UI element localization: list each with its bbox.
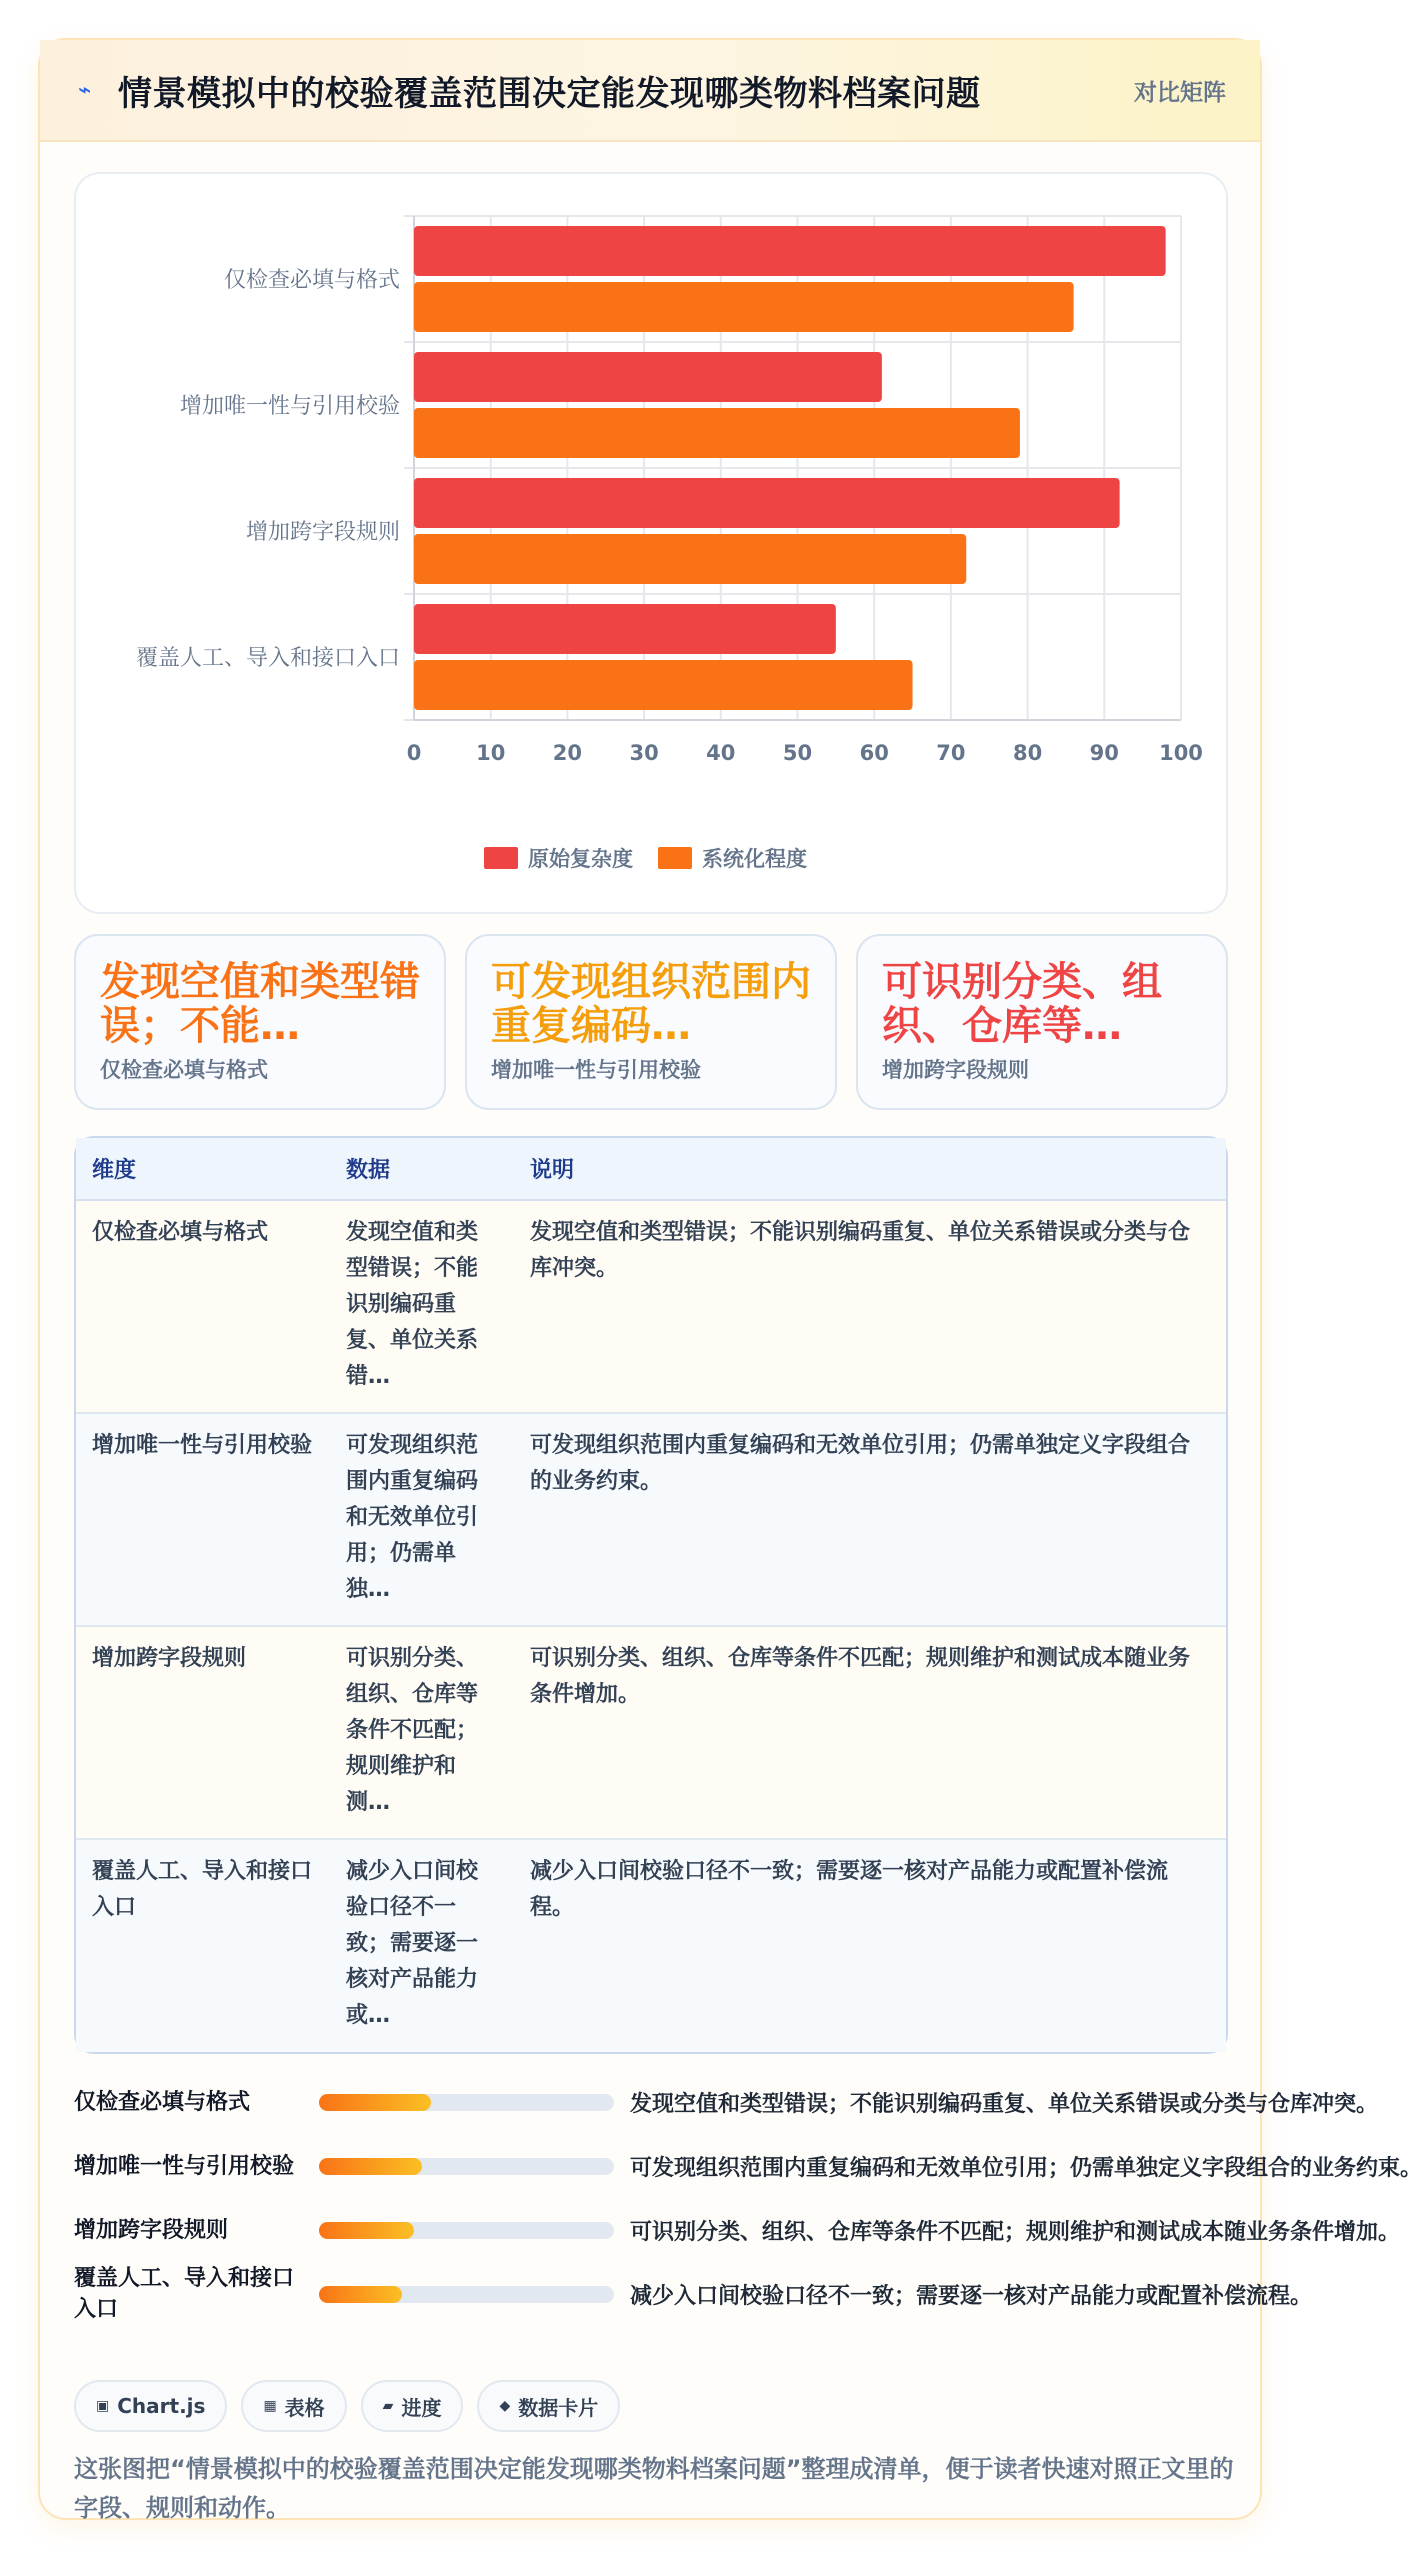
table-row bbox=[76, 1413, 1226, 1626]
category-label: 增加跨字段规则 bbox=[245, 520, 400, 545]
bar-raw-complexity bbox=[414, 604, 836, 654]
cell-data: 减少入口间校验口径不一致；需要逐一核对产品能力或… bbox=[346, 1859, 479, 2028]
table-header-row bbox=[76, 1138, 1226, 1200]
x-tick-label: 50 bbox=[782, 741, 813, 765]
progress-label: 增加唯一性与引用校验 bbox=[74, 2153, 295, 2179]
progress-text: 发现空值和类型错误；不能识别编码重复、单位关系错误或分类与仓库冲突。 bbox=[630, 2091, 1379, 2117]
progress-label: 覆盖人工、导入和接口入口 bbox=[74, 2266, 295, 2322]
bar-chart bbox=[76, 174, 1230, 916]
stat-label: 增加唯一性与引用校验 bbox=[491, 1058, 701, 1082]
cell-dimension: 增加唯一性与引用校验 bbox=[76, 1413, 330, 1626]
x-tick-label: 90 bbox=[1089, 741, 1119, 765]
bar-systemization bbox=[414, 534, 966, 584]
main-card bbox=[38, 38, 1422, 2522]
category-label: 增加唯一性与引用校验 bbox=[179, 394, 400, 419]
legend-swatch bbox=[484, 847, 518, 869]
progress-track bbox=[319, 2158, 614, 2175]
progress-track bbox=[319, 2286, 614, 2303]
stat-value: 可识别分类、组织、仓库等… bbox=[882, 959, 1162, 1049]
x-tick-label: 60 bbox=[859, 741, 889, 765]
chip-progress[interactable] bbox=[361, 2380, 464, 2432]
page-title: 情景模拟中的校验覆盖范围决定能发现哪类物料档案问题 bbox=[118, 73, 981, 114]
chip-data-cards[interactable] bbox=[477, 2380, 620, 2432]
cell-data: 可识别分类、组织、仓库等条件不匹配；规则维护和测… bbox=[330, 1626, 514, 1839]
progress-icon: ▰ bbox=[382, 2398, 394, 2414]
footnote: 这张图把“情景模拟中的校验覆盖范围决定能发现哪类物料档案问题”整理成清单，便于读者快速对照正文里的字段、规则和动作。 bbox=[74, 2455, 1234, 2522]
x-tick-label: 40 bbox=[706, 741, 736, 765]
progress-label: 仅检查必填与格式 bbox=[74, 2089, 251, 2115]
progress-track bbox=[319, 2094, 614, 2111]
bar-raw-complexity bbox=[414, 352, 882, 402]
progress-fill bbox=[319, 2286, 402, 2303]
column-header: 说明 bbox=[514, 1138, 1226, 1200]
progress-row bbox=[74, 2134, 1422, 2198]
stat-card bbox=[465, 934, 837, 1110]
feature-chips bbox=[74, 2380, 620, 2432]
progress-fill bbox=[319, 2094, 431, 2111]
legend-label: 原始复杂度 bbox=[528, 847, 633, 871]
table-row bbox=[76, 1626, 1226, 1839]
category-label: 覆盖人工、导入和接口入口 bbox=[135, 646, 400, 671]
progress-text: 可识别分类、组织、仓库等条件不匹配；规则维护和测试成本随业务条件增加。 bbox=[630, 2219, 1401, 2245]
table-row bbox=[76, 1839, 1226, 2052]
bar-raw-complexity bbox=[414, 226, 1166, 276]
view-mode-tag[interactable]: 对比矩阵 bbox=[1134, 79, 1226, 106]
cell-data: 发现空值和类型错误；不能识别编码重复、单位关系错… bbox=[330, 1200, 514, 1413]
bar-systemization bbox=[414, 282, 1074, 332]
progress-row bbox=[74, 2070, 1379, 2134]
chip-label: 进度 bbox=[401, 2395, 442, 2420]
legend-label: 系统化程度 bbox=[702, 847, 807, 871]
cell-dimension: 覆盖人工、导入和接口入口 bbox=[92, 1859, 313, 1920]
progress-fill bbox=[319, 2222, 413, 2239]
cell-note: 发现空值和类型错误；不能识别编码重复、单位关系错误或分类与仓库冲突。 bbox=[514, 1200, 1226, 1413]
x-tick-label: 10 bbox=[476, 741, 506, 765]
progress-fill bbox=[319, 2158, 422, 2175]
card-icon: ◆ bbox=[499, 2398, 511, 2414]
cell-note: 减少入口间校验口径不一致；需要逐一核对产品能力或配置补偿流程。 bbox=[530, 1859, 1169, 1920]
legend-swatch bbox=[658, 847, 692, 869]
progress-text: 可发现组织范围内重复编码和无效单位引用；仍需单独定义字段组合的业务约束。 bbox=[630, 2155, 1422, 2181]
progress-row bbox=[74, 2262, 1313, 2326]
stat-card bbox=[856, 934, 1228, 1110]
table-icon: ▦ bbox=[263, 2398, 277, 2414]
chip-chartjs[interactable] bbox=[74, 2380, 227, 2432]
comparison-table bbox=[74, 1136, 1228, 2054]
category-label: 仅检查必填与格式 bbox=[223, 268, 400, 293]
chart-icon: ▣ bbox=[96, 2398, 110, 2414]
cell-note: 可发现组织范围内重复编码和无效单位引用；仍需单独定义字段组合的业务约束。 bbox=[514, 1413, 1226, 1626]
cell-note: 可识别分类、组织、仓库等条件不匹配；规则维护和测试成本随业务条件增加。 bbox=[514, 1626, 1226, 1839]
x-tick-label: 80 bbox=[1012, 741, 1043, 765]
table-row bbox=[76, 1200, 1226, 1413]
stat-cards bbox=[74, 934, 1228, 1110]
bar-raw-complexity bbox=[414, 478, 1120, 528]
progress-track bbox=[319, 2222, 614, 2239]
chip-label: 数据卡片 bbox=[518, 2395, 599, 2420]
x-tick-label: 100 bbox=[1159, 741, 1203, 765]
chip-label: Chart.js bbox=[117, 2394, 206, 2418]
progress-list bbox=[74, 2070, 1422, 2326]
stat-value: 发现空值和类型错误；不能… bbox=[100, 959, 420, 1049]
chart-panel bbox=[74, 172, 1228, 914]
chip-label: 表格 bbox=[284, 2395, 325, 2420]
x-tick-label: 0 bbox=[406, 741, 422, 765]
bar-systemization bbox=[414, 408, 1020, 458]
cell-data: 可发现组织范围内重复编码和无效单位引用；仍需单独… bbox=[330, 1413, 514, 1626]
x-tick-label: 20 bbox=[552, 741, 583, 765]
x-tick-label: 70 bbox=[936, 741, 966, 765]
bar-systemization bbox=[414, 660, 913, 710]
stat-card bbox=[74, 934, 446, 1110]
chip-table[interactable] bbox=[241, 2380, 346, 2432]
stat-label: 增加跨字段规则 bbox=[882, 1058, 1029, 1082]
progress-text: 减少入口间校验口径不一致；需要逐一核对产品能力或配置补偿流程。 bbox=[630, 2283, 1313, 2309]
stat-label: 仅检查必填与格式 bbox=[100, 1058, 268, 1082]
x-tick-label: 30 bbox=[629, 741, 659, 765]
cell-dimension: 仅检查必填与格式 bbox=[76, 1200, 330, 1413]
progress-label: 增加跨字段规则 bbox=[74, 2217, 229, 2243]
column-header: 维度 bbox=[76, 1138, 330, 1200]
cell-dimension: 增加跨字段规则 bbox=[76, 1626, 330, 1839]
stat-value: 可发现组织范围内重复编码… bbox=[491, 959, 811, 1049]
lightning-icon: ⌁ bbox=[78, 77, 92, 103]
column-header: 数据 bbox=[330, 1138, 514, 1200]
card-header bbox=[40, 40, 1260, 142]
progress-row bbox=[74, 2198, 1401, 2262]
